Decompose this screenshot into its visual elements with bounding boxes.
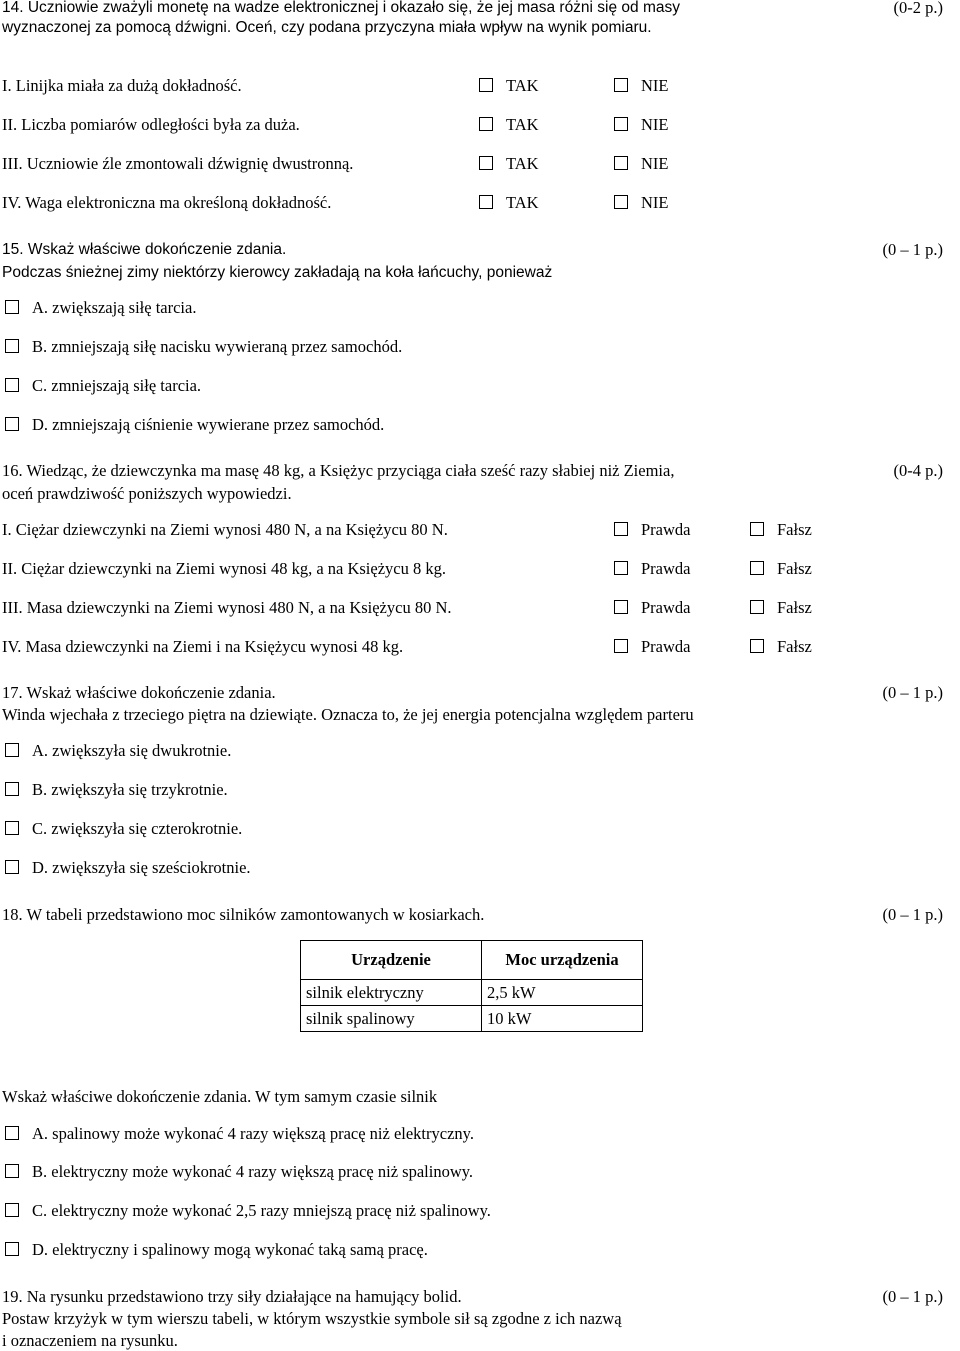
q15-points: (0 – 1 p.) — [882, 240, 943, 259]
q16-row-1-text: I. Ciężar dziewczynki na Ziemi wynosi 480 N, a na Księżycu 80 N. — [2, 520, 448, 539]
q18-title: 18. W tabeli przedstawiono moc silników zamontowanych w kosiarkach. — [2, 905, 485, 924]
q15-option-b-label: B. zmniejszają siłę nacisku wywieraną przez samochód. — [32, 337, 403, 356]
q16-row-4-false-label: Fałsz — [777, 637, 812, 656]
q14-row-3-no-checkbox[interactable] — [614, 156, 628, 170]
q16-row-2-text: II. Ciężar dziewczynki na Ziemi wynosi 48 kg, a na Księżycu 8 kg. — [2, 559, 446, 578]
power-table-cell: silnik elektryczny — [301, 980, 482, 1006]
q15-option-a-label: A. zwiększają siłę tarcia. — [32, 298, 197, 317]
q18-option-d-label: D. elektryczny i spalinowy mogą wykonać taką samą pracę. — [32, 1240, 428, 1259]
q18-option-c-checkbox[interactable] — [5, 1203, 19, 1217]
q16-row-3-text: III. Masa dziewczynki na Ziemi wynosi 480 N, a na Księżycu 80 N. — [2, 598, 452, 617]
q16-text-line2: oceń prawdziwość poniższych wypowiedzi. — [2, 484, 292, 503]
q17-option-d-checkbox[interactable] — [5, 860, 19, 874]
q14-row-1-text: I. Linijka miała za dużą dokładność. — [2, 76, 242, 95]
power-table-header-power: Moc urządzenia — [482, 941, 643, 980]
q14-row-1-yes-checkbox[interactable] — [479, 78, 493, 92]
power-table — [300, 940, 643, 1032]
q17-option-c-checkbox[interactable] — [5, 821, 19, 835]
power-table-header-device: Urządzenie — [301, 941, 482, 980]
q16-text-line1: 16. Wiedząc, że dziewczynka ma masę 48 kg, a Księżyc przyciąga ciała sześć razy słabiej niż Ziemia, — [2, 461, 675, 480]
q14-row-1-no-label: NIE — [641, 76, 669, 95]
q17-option-d-label: D. zwiększyła się sześciokrotnie. — [32, 858, 251, 877]
q15-option-b-checkbox[interactable] — [5, 339, 19, 353]
q14-row-2-yes-checkbox[interactable] — [479, 117, 493, 131]
q16-row-4-true-checkbox[interactable] — [614, 639, 628, 653]
q16-row-2-false-label: Fałsz — [777, 559, 812, 578]
q15-option-d-label: D. zmniejszają ciśnienie wywierane przez samochód. — [32, 415, 385, 434]
q16-row-1-false-checkbox[interactable] — [750, 522, 764, 536]
q16-row-2-true-checkbox[interactable] — [614, 561, 628, 575]
q18-option-a-checkbox[interactable] — [5, 1126, 19, 1140]
q16-row-4-true-label: Prawda — [641, 637, 691, 656]
power-table-header-row — [301, 941, 643, 980]
q14-row-4-yes-checkbox[interactable] — [479, 195, 493, 209]
q17-option-b-checkbox[interactable] — [5, 782, 19, 796]
q19-text-line2: Postaw krzyżyk w tym wierszu tabeli, w którym wszystkie symbole sił są zgodne z ich nazwą — [2, 1309, 622, 1328]
q18-option-b-label: B. elektryczny może wykonać 4 razy większą pracę niż spalinowy. — [32, 1162, 474, 1181]
q16-row-3-false-checkbox[interactable] — [750, 600, 764, 614]
q14-row-3-yes-checkbox[interactable] — [479, 156, 493, 170]
q15-option-c-checkbox[interactable] — [5, 378, 19, 392]
q14-row-4-text: IV. Waga elektroniczna ma określoną dokładność. — [2, 193, 332, 212]
q18-option-a-label: A. spalinowy może wykonać 4 razy większą pracę niż elektryczny. — [32, 1124, 474, 1143]
q16-row-2-true-label: Prawda — [641, 559, 691, 578]
q17-points: (0 – 1 p.) — [882, 683, 943, 702]
q14-points: (0-2 p.) — [893, 0, 943, 17]
q14-text-line2: wyznaczonej za pomocą dźwigni. Oceń, czy podana przyczyna miała wpływ na wynik pomiaru. — [2, 19, 652, 36]
q18-option-d-checkbox[interactable] — [5, 1242, 19, 1256]
q16-row-1-true-label: Prawda — [641, 520, 691, 539]
q14-row-1-yes-label: TAK — [506, 76, 539, 95]
q14-row-2-yes-label: TAK — [506, 115, 539, 134]
q16-row-3-true-checkbox[interactable] — [614, 600, 628, 614]
q14-row-2-no-label: NIE — [641, 115, 669, 134]
q15-stem: Podczas śnieżnej zimy niektórzy kierowcy zakładają na koła łańcuchy, ponieważ — [2, 264, 553, 281]
q16-row-3-false-label: Fałsz — [777, 598, 812, 617]
q18-points: (0 – 1 p.) — [882, 905, 943, 924]
q19-points: (0 – 1 p.) — [882, 1287, 943, 1306]
q16-row-4-text: IV. Masa dziewczynki na Ziemi i na Księżycu wynosi 48 kg. — [2, 637, 404, 656]
power-table-cell: 10 kW — [482, 1006, 643, 1032]
q16-row-1-true-checkbox[interactable] — [614, 522, 628, 536]
q17-option-c-label: C. zwiększyła się czterokrotnie. — [32, 819, 243, 838]
q14-row-4-no-label: NIE — [641, 193, 669, 212]
q14-row-3-text: III. Uczniowie źle zmontowali dźwignię dwustronną. — [2, 154, 354, 173]
q16-points: (0-4 p.) — [893, 461, 943, 480]
q15-option-c-label: C. zmniejszają siłę tarcia. — [32, 376, 202, 395]
q16-row-4-false-checkbox[interactable] — [750, 639, 764, 653]
q14-row-1-no-checkbox[interactable] — [614, 78, 628, 92]
q17-stem: Winda wjechała z trzeciego piętra na dziewiąte. Oznacza to, że jej energia potencjalna względem parteru — [2, 705, 694, 724]
q15-title: 15. Wskaż właściwe dokończenie zdania. — [2, 241, 287, 258]
q15-option-a-checkbox[interactable] — [5, 300, 19, 314]
q14-row-2-no-checkbox[interactable] — [614, 117, 628, 131]
q17-option-a-label: A. zwiększyła się dwukrotnie. — [32, 741, 232, 760]
q14-row-4-no-checkbox[interactable] — [614, 195, 628, 209]
q19-title: 19. Na rysunku przedstawiono trzy siły działające na hamujący bolid. — [2, 1287, 462, 1306]
q14-row-3-yes-label: TAK — [506, 154, 539, 173]
q14-row-2-text: II. Liczba pomiarów odległości była za duża. — [2, 115, 300, 134]
q19-text-line3: i oznaczeniem na rysunku. — [2, 1331, 178, 1350]
q14-row-3-no-label: NIE — [641, 154, 669, 173]
q14-text-line1: 14. Uczniowie zważyli monetę na wadze elektronicznej i okazało się, że jej masa różni się od masy — [2, 0, 681, 16]
q16-row-1-false-label: Fałsz — [777, 520, 812, 539]
q15-option-d-checkbox[interactable] — [5, 417, 19, 431]
q17-option-b-label: B. zwiększyła się trzykrotnie. — [32, 780, 228, 799]
q18-option-c-label: C. elektryczny może wykonać 2,5 razy mniejszą pracę niż spalinowy. — [32, 1201, 491, 1220]
q17-option-a-checkbox[interactable] — [5, 743, 19, 757]
power-table-cell: 2,5 kW — [482, 980, 643, 1006]
q17-title: 17. Wskaż właściwe dokończenie zdania. — [2, 683, 276, 702]
q18-option-b-checkbox[interactable] — [5, 1164, 19, 1178]
q18-stem: Wskaż właściwe dokończenie zdania. W tym samym czasie silnik — [2, 1087, 438, 1106]
q16-row-3-true-label: Prawda — [641, 598, 691, 617]
q16-row-2-false-checkbox[interactable] — [750, 561, 764, 575]
q14-row-4-yes-label: TAK — [506, 193, 539, 212]
table-row — [301, 980, 643, 1006]
table-row — [301, 1006, 643, 1032]
power-table-cell: silnik spalinowy — [301, 1006, 482, 1032]
